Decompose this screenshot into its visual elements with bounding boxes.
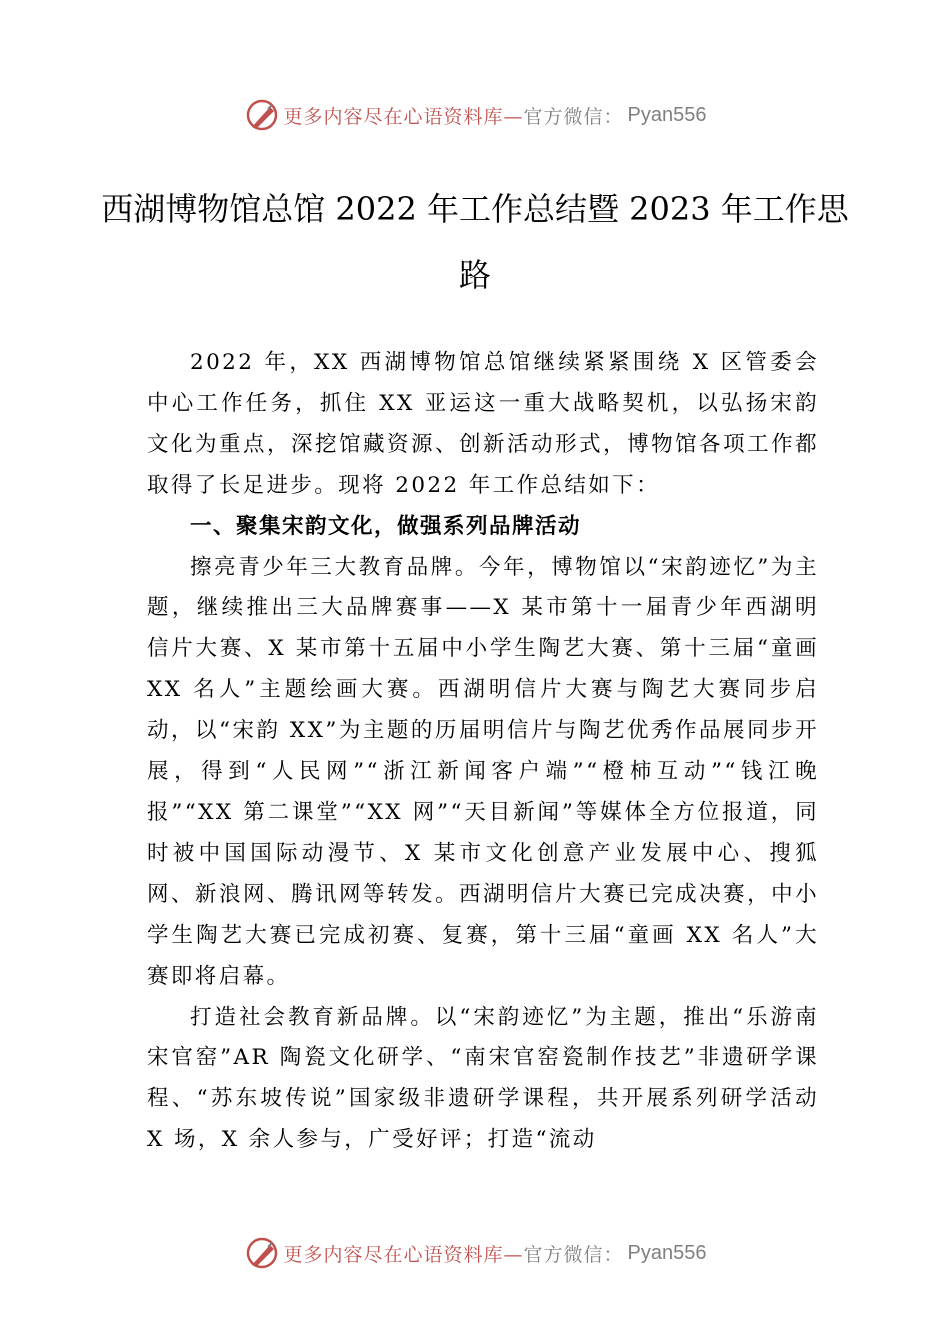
body-paragraph: 擦亮青少年三大教育品牌。今年，博物馆以“宋韵迹忆”为主题，继续推出三大品牌赛事——X 某市第十一届青少年西湖明信片大赛、X 某市第十五届中小学生陶艺大赛、第十三届“童画 XX 名人”主题绘画大赛。西湖明信片大赛与陶艺大赛同步启动，以“宋韵 XX”为主题的历届明信片与陶艺优秀作品展同步开展，得到“人民网”“浙江新闻客户端”“橙柿互动”“钱江晚报”“XX 第二课堂”“XX 网”“天目新闻”等媒体全方位报道，同时被中国国际动漫节、X 某市文化创意产业发展中心、搜狐网、新浪网、腾讯网等转发。西湖明信片大赛已完成决赛，中小学生陶艺大赛已完成初赛、复赛，第十三届“童画 XX 名人”大赛即将启幕。 — [147, 554, 820, 989]
intro-paragraph: 2022 年，XX 西湖博物馆总馆继续紧紧围绕 X 区管委会中心工作任务，抓住 XX 亚运这一重大战略契机，以弘扬宋韵文化为重点，深挖馆藏资源、创新活动形式，博物馆各项工作都取得了长足进步。现将 2022 年工作总结如下： — [147, 350, 819, 498]
banner-text: 更多内容尽在心语资料库— — [283, 1243, 524, 1266]
footer-banner — [0, 1233, 950, 1273]
body-paragraph: 打造社会教育新品牌。以“宋韵迹忆”为主题，推出“乐游南宋官窑”AR 陶瓷文化研学、“南宋官窑瓷制作技艺”非遗研学课程、“苏东坡传说”国家级非遗研学课程，共开展系列研学活动 X 场，X 余人参与，广受好评；打造“流动 — [147, 1004, 819, 1153]
banner-account: Pyan556 — [627, 103, 707, 126]
banner-wechat-label: 官方微信： — [523, 105, 624, 128]
banner-account: Pyan556 — [627, 1241, 707, 1264]
banner-text: 更多内容尽在心语资料库— — [283, 105, 524, 128]
pen-logo-icon — [244, 1235, 280, 1271]
section-heading: 一、聚集宋韵文化，做强系列品牌活动 — [190, 513, 582, 539]
banner-wechat-label: 官方微信： — [523, 1243, 624, 1266]
header-banner — [0, 95, 950, 135]
document-body — [147, 343, 819, 1161]
pen-logo-icon — [244, 97, 280, 133]
document-title: 西湖博物馆总馆 2022 年工作总结暨 2023 年工作思路 — [101, 190, 849, 294]
